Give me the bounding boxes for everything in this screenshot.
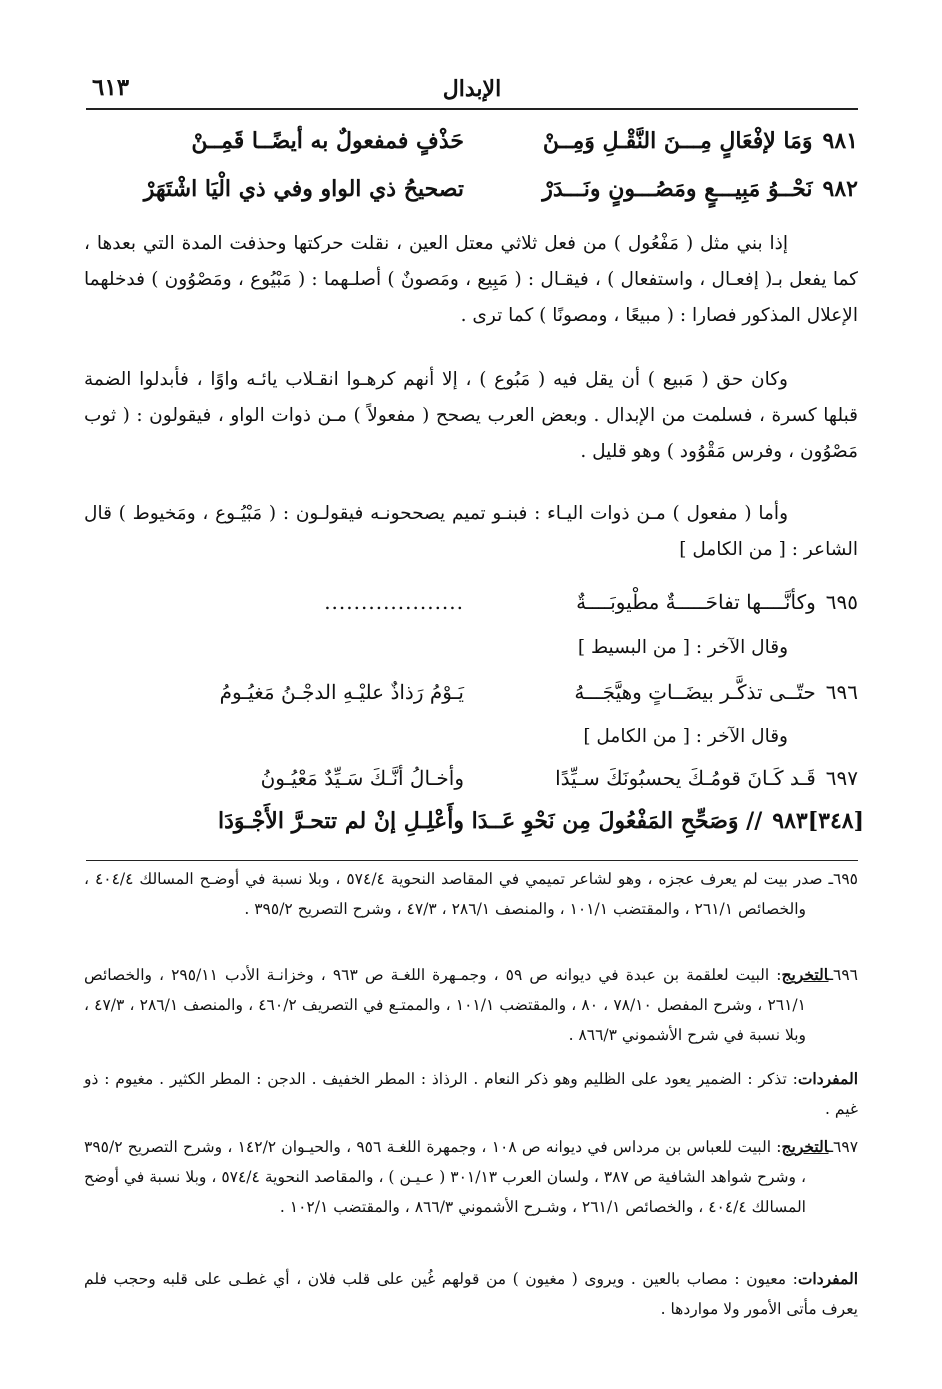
commentary-paragraph: إذا بني مثل ( مَفْعُول ) من فعل ثلاثي معتل العين ، نقلت حركتها وحذفت المدة التي بعدها ، كما يفعل بـ( إفعـال ، واستفعال ) ، فيقـال : ( مَبِيع ، ومَصونٌ ) أصلـهما : ( مَبْيُوع ، ومَصْوُون ) فدخلهما الإعلال المذكور فصارا : ( مبيعًا ، ومصونًا ) كما ترى . <box>84 233 858 326</box>
footnote-696: ٦٩٦ـالتخريج: البيت لعلقمة بن عبدة في ديوانه ص ٥٩ ، وجمـهرة اللغـة ص ٩٦٣ ، وخزانـة الأدب ٢٩٥/١١ ، والخصائص ٢٦١/١ ، وشرح المفصل ٧٨/١٠ ، ٨٠ ، والمقتضب ١٠١/١ ، والممتـع في التصريف ٤٦٠/٢ ، والمنصف ٢٨٦/١ ، ٤٧/٣ ، وبلا نسبة في شرح الأشموني ٨٦٦/٣ . <box>84 965 858 1044</box>
verse-number: ٦٩٥ <box>825 590 858 614</box>
chapter-title: الإبدال <box>442 76 502 102</box>
verse-981 <box>84 128 858 168</box>
footnote-number: ٦٩٧ <box>833 1138 859 1156</box>
verse-first-hemistich: ٩٨٢نَحْــوُ مَبِيـــعٍ ومَصُـــونٍ ونَـــدَرْ <box>542 176 858 202</box>
verse-number: ٩٨٣ <box>772 808 808 834</box>
footnote-697-vocab: المفردات: معيون : مصاب بالعين . ويروى ( مغيون ) من قولهم غُين على قلب فلان ، أي غطـى على قلبه وحجب فلم يعرف مأتى الأمور ولا مواردها . <box>84 1269 858 1318</box>
verse-number: ٦٩٧ <box>825 766 858 790</box>
verse-982 <box>84 176 858 216</box>
footnote-number: ٦٩٦ <box>833 966 858 984</box>
verse-number: ٩٨٢ <box>822 176 858 202</box>
verse-bracket-number: [٣٤٨] <box>807 808 864 834</box>
commentary-paragraph: وكان حق ( مَبيع ) أن يقل فيه ( مَبُوع ) ، إلا أنهم كرهـوا انقـلاب يائـه واوًا ، فأبدلوا الضمة قبلها كسرة ، فسلمت من الإبدال . وبعض العرب يصحح ( مفعولاً ) مـن ذوات الواو ، فيقولون : ( ثوب مَصْوُون ، وفرس مَقْوُود ) وهو قليل . <box>84 369 858 462</box>
verse-first-hemistich: ٩٨١وَمَا لإفْعَالٍ مِـــنَ النَّقْـلِ وَمِــنْ <box>542 128 858 154</box>
page-number: ٦١٣ <box>92 74 130 101</box>
verse-983: [٣٤٨]٩٨٣// وَصَحِّحِ المَفْعُولَ مِن نَحْوِ عَــدَا وأَعْلِـلِ إنْ لم تتحـرَّ الأَجْـوَدَا <box>217 808 864 834</box>
footnote-label: التخريج <box>781 965 829 984</box>
verse-ellipsis: ................... <box>324 590 464 614</box>
footnote-divider <box>86 860 858 861</box>
footnote-697: ٦٩٧ـالتخريج: البيت للعباس بن مرداس في ديوانه ص ١٠٨ ، وجمهرة اللغـة ٩٥٦ ، والحيـوان ١٤٢/٢ ، وشرح التصريح ٣٩٥/٢ ، وشرح شواهد الشافية ص ٣٨٧ ، ولسان العرب ٣٠١/١٣ ( عـيـن ) ، والمقاصد النحوية ٥٧٤/٤ ، وبلا نسبة في أوضح المسالك ٤٠٤/٤ ، والخصائص ٢٦١/١ ، وشـرح الأشموني ٨٦٦/٣ ، والمقتضب ١٠٢/١ . <box>84 1137 859 1216</box>
shahid-697: ٦٩٧قَـد كَـانَ قومُـكَ يحسبُونَكَ سـيِّدًا وأخـالُ أنَّـكَ سَـيِّدٌ مَعْيُـونُ <box>260 766 858 790</box>
footnote-696-vocab: المفردات: تذكر : الضمير يعود على الظليم وهو ذكر النعام . الرذاذ : المطر الخفيف . الدجن : المطر الكثير . مغيوم : ذو غيم . <box>84 1069 858 1118</box>
shahid-intro: وقال الآخر : [ من الكامل ] <box>583 726 788 747</box>
verse-second-hemistich: تصحيحُ ذي الواو وفي ذي الْيَا اشْتَهَرْ <box>143 176 464 202</box>
commentary-paragraph: وأما ( مفعول ) مـن ذوات اليـاء : فبنـو تميم يصححونـه فيقولـون : ( مَبْيُـوع ، ومَخيوط ) قال الشاعر : [ من الكامل ] <box>84 503 858 560</box>
verse-number: ٦٩٦ <box>825 680 858 704</box>
page-header <box>86 70 858 110</box>
verse-number: ٩٨١ <box>822 128 858 154</box>
footnote-label: المفردات <box>797 1069 858 1088</box>
verse-second-hemistich: حَذْفٍ فمفعولٌ به أيضًــا قَمِــنْ <box>191 128 464 154</box>
shahid-695: ٦٩٥وكأنَّــــها تفاحَـــــةٌ مطْيوبَــــةٌ ................... <box>84 590 858 630</box>
verse-marker: // <box>746 808 763 834</box>
footnote-number: ٦٩٥ <box>833 870 859 888</box>
shahid-intro: وقال الآخر : [ من البسيط ] <box>577 637 788 658</box>
shahid-696: ٦٩٦حتّــى تذكَّـر بيضَــاتٍ وهيَّجَـــهُ يَـوْمُ رَذاذٌ عليْـهِ الدجْـنُ مَغيُـومُ <box>219 680 858 704</box>
footnote-695: ٦٩٥ـ صدر بيت لم يعرف عجزه ، وهو لشاعر تميمي في المقاصد النحوية ٥٧٤/٤ ، وبلا نسبة في أوضـح المسالك ٤٠٤/٤ ، والخصائص ٢٦١/١ ، والمقتضب ١٠١/١ ، والمنصف ٢٨٦/١ ، ٤٧/٣ ، وشرح التصريح ٣٩٥/٢ . <box>84 870 859 918</box>
footnote-label: المفردات <box>797 1269 858 1288</box>
footnote-label: التخريج <box>781 1137 829 1156</box>
